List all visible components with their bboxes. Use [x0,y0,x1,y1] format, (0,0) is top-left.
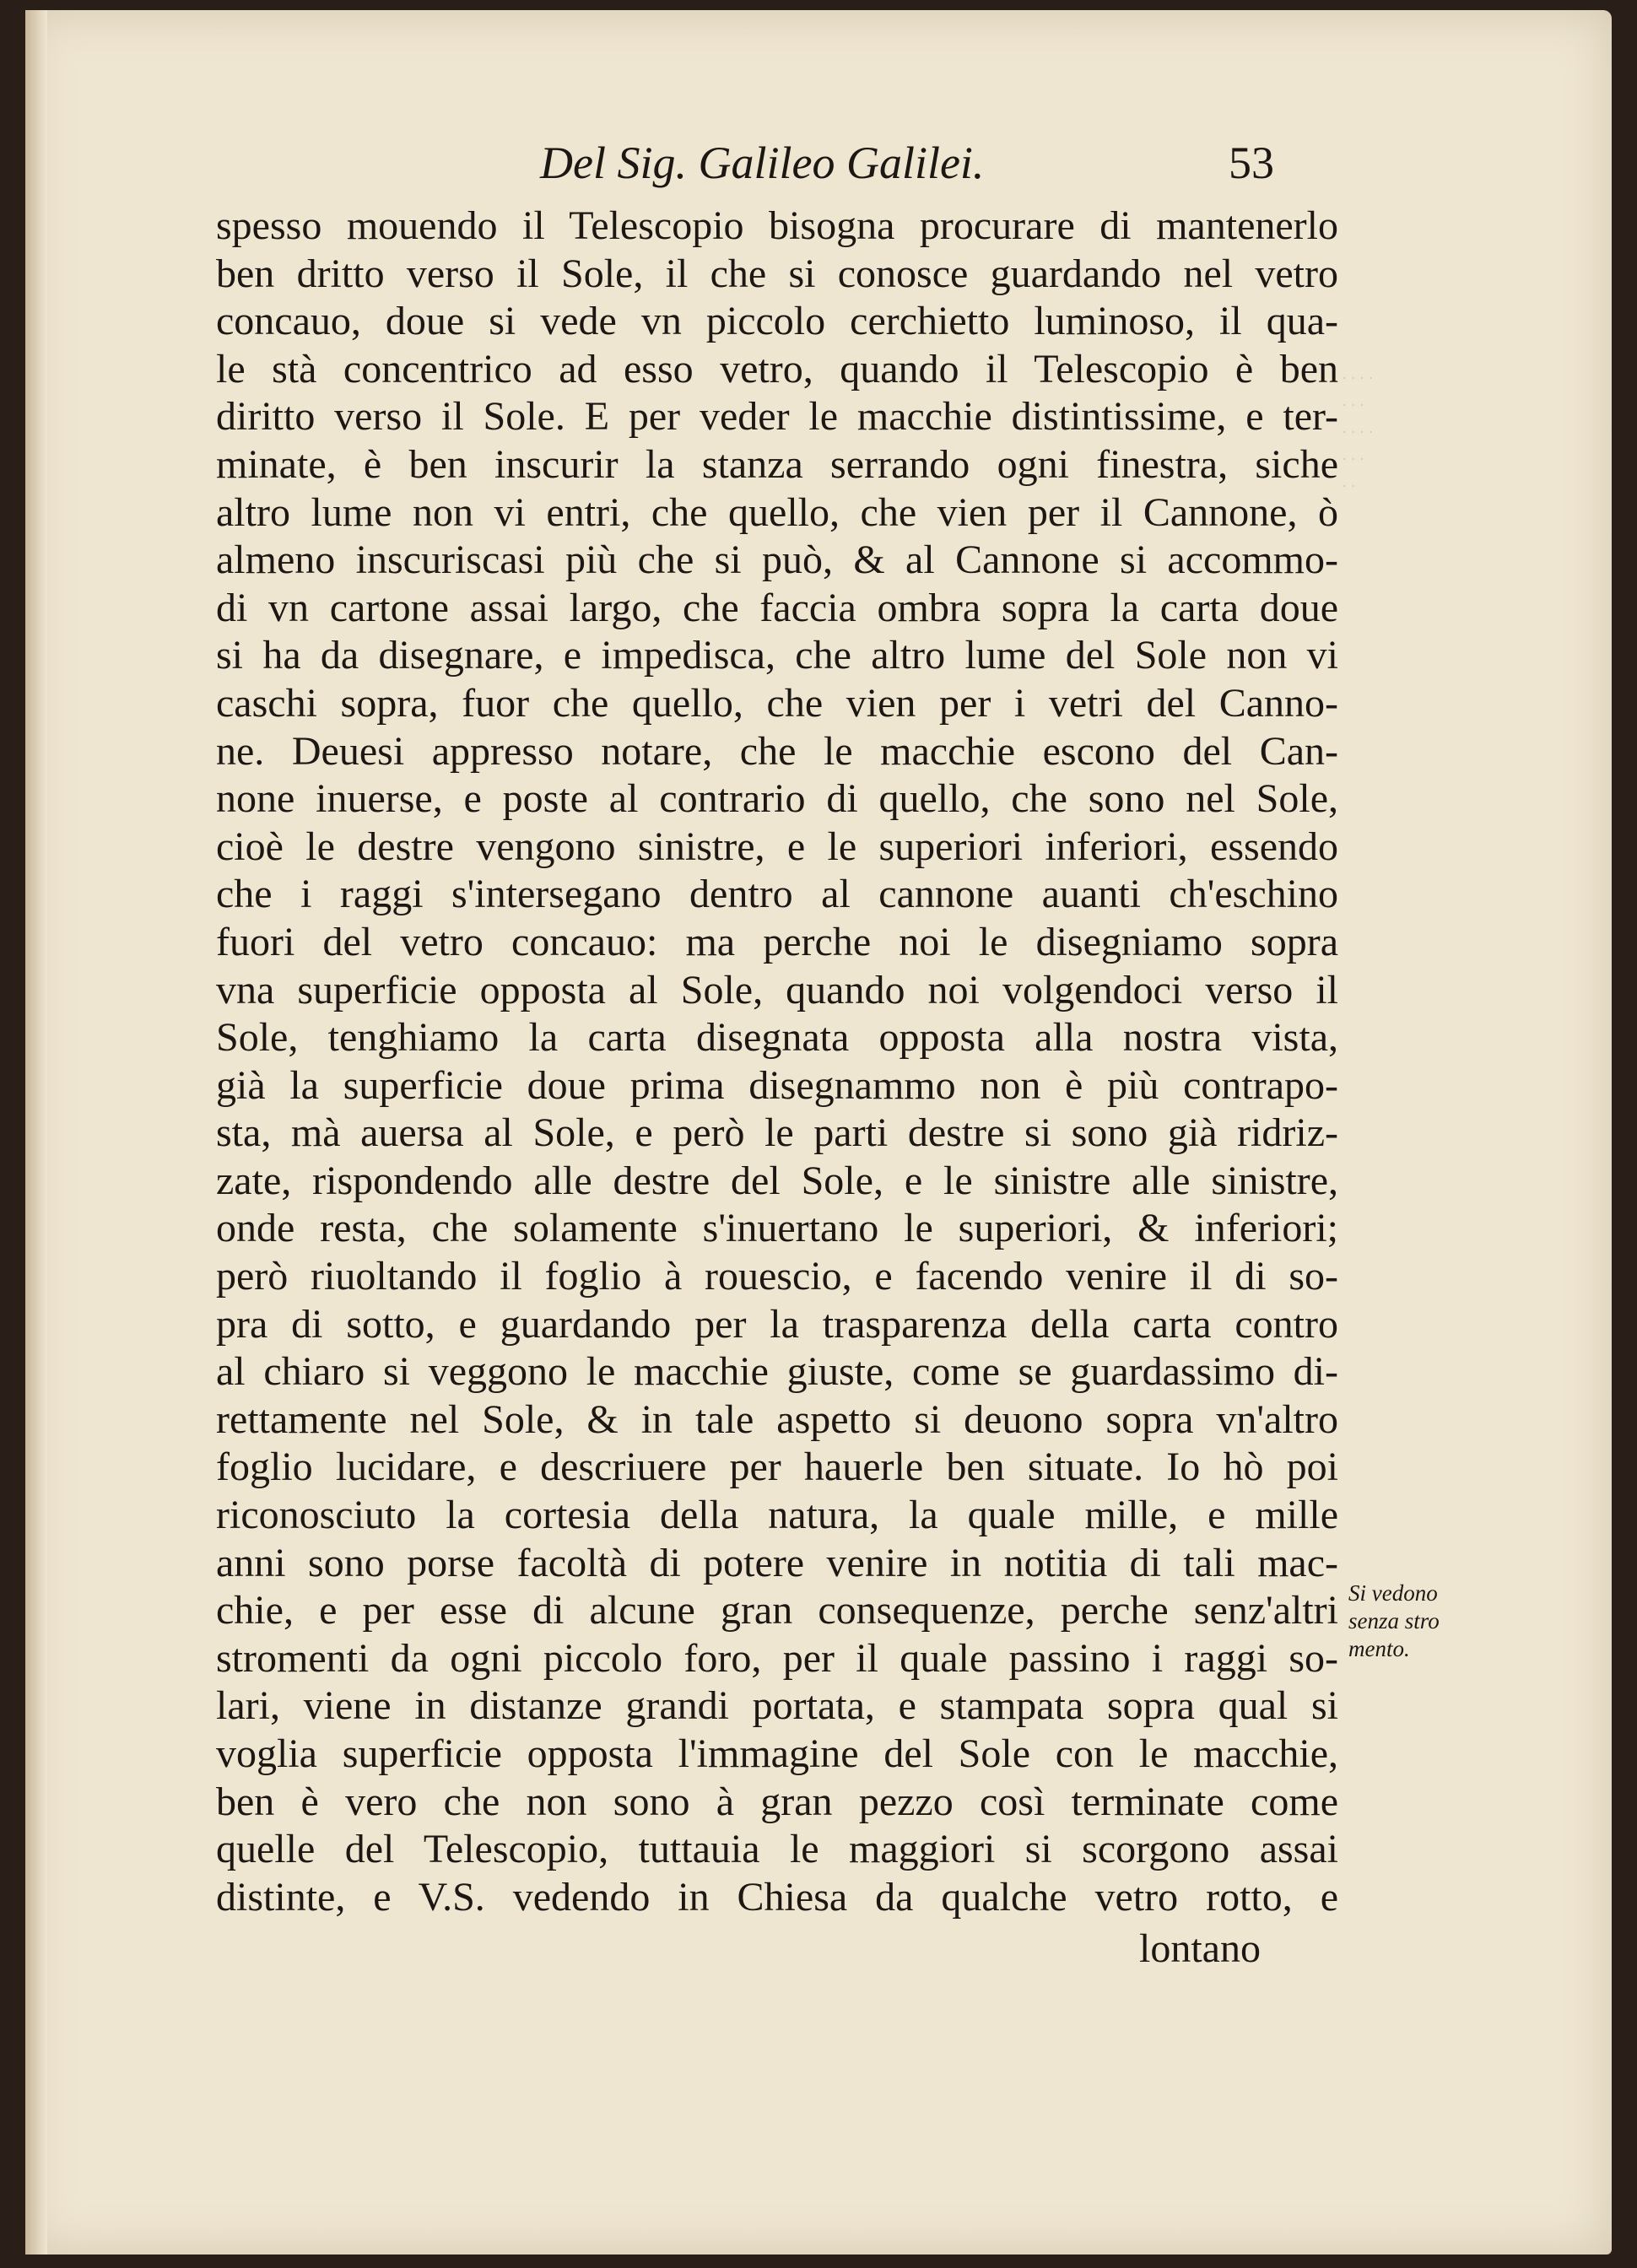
marginal-note-line: senza stro [1348,1608,1440,1634]
catchword: lontano [1139,1926,1261,1971]
text-line: ne. Deuesi appresso notare, che le macchie escono del Can- [216,728,1338,774]
text-line: riconosciuto la cortesia della natura, la quale mille, e mille [216,1493,1338,1538]
text-line: le stà concentrico ad esso vetro, quando il Telescopio è ben [216,346,1338,392]
show-through-marks: · · · · · · · · · · · · · · · · [1342,370,1374,494]
text-line: minate, è ben inscurir la stanza serrando ogni finestra, siche [216,441,1338,487]
text-line: pra di sotto, e guardando per la trasparenza della carta contro [216,1301,1338,1347]
text-line: zate, rispondendo alle destre del Sole, e le sinistre alle sinistre, [216,1158,1338,1203]
page-header [515,137,1299,196]
text-line: spesso mouendo il Telescopio bisogna procurare di mantenerlo [216,203,1338,248]
text-line: fuori del vetro concauo: ma perche noi le disegniamo sopra [216,919,1338,964]
text-line: stromenti da ogni piccolo foro, per il quale passino i raggi so- [216,1635,1338,1681]
text-line: foglio lucidare, e descriuere per hauerle ben situate. Io hò poi [216,1444,1338,1490]
marginal-note-line: mento. [1348,1636,1410,1661]
text-line: concauo, doue si vede vn piccolo cerchietto luminoso, il qua- [216,299,1338,344]
text-line: che i raggi s'intersegano dentro al cannone auanti ch'eschino [216,872,1338,917]
text-line: none inuerse, e poste al contrario di quello, che sono nel Sole, [216,776,1338,822]
text-line: caschi sopra, fuor che quello, che vien per i vetri del Canno- [216,680,1338,726]
text-line: al chiaro si veggono le macchie giuste, come se guardassimo di- [216,1349,1338,1395]
text-line: di vn cartone assai largo, che faccia ombra sopra la carta doue [216,585,1338,630]
book-page [25,10,1612,2254]
text-line: ben dritto verso il Sole, il che si conosce guardando nel vetro [216,251,1338,296]
text-line: voglia superficie opposta l'immagine del Sole con le macchie, [216,1731,1338,1776]
text-line: quelle del Telescopio, tuttauia le maggiori si scorgono assai [216,1827,1338,1872]
text-line: si ha da disegnare, e impedisca, che altro lume del Sole non vi [216,633,1338,678]
text-line: distinte, e V.S. vedendo in Chiesa da qualche vetro rotto, e [216,1874,1338,1920]
text-line: chie, e per esse di alcune gran consequenze, perche senz'altri [216,1588,1338,1634]
text-line: lari, viene in distanze grandi portata, e stampata sopra qual si [216,1683,1338,1729]
text-line: anni sono porse facoltà di potere venire in notitia di tali mac- [216,1540,1338,1585]
text-line: vna superficie opposta al Sole, quando noi volgendoci verso il [216,967,1338,1012]
text-line: sta, mà auersa al Sole, e però le parti destre si sono già ridriz- [216,1110,1338,1156]
text-line: rettamente nel Sole, & in tale aspetto si deuono sopra vn'altro [216,1396,1338,1442]
text-line: cioè le destre vengono sinistre, e le superiori inferiori, essendo [216,824,1338,869]
text-line: ben è vero che non sono à gran pezzo così terminate come [216,1779,1338,1824]
page-gutter [25,10,47,2254]
text-line: Sole, tenghiamo la carta disegnata opposta alla nostra vista, [216,1015,1338,1061]
text-line: già la superficie doue prima disegnammo non è più contrapo- [216,1062,1338,1108]
text-line: altro lume non vi entri, che quello, che vien per il Cannone, ò [216,489,1338,535]
running-title: Del Sig. Galileo Galilei. [540,138,985,188]
marginal-note [1348,1580,1492,1663]
text-line: però riuoltando il foglio à rouescio, e facendo venire il di so- [216,1254,1338,1299]
page-number: 53 [1229,138,1274,188]
body-text [216,202,1338,1921]
text-line: diritto verso il Sole. E per veder le macchie distintissime, e ter- [216,394,1338,440]
marginal-note-line: Si vedono [1348,1580,1438,1606]
text-line: onde resta, che solamente s'inuertano le superiori, & inferiori; [216,1206,1338,1251]
text-line: almeno inscuriscasi più che si può, & al Cannone si accommo- [216,537,1338,583]
